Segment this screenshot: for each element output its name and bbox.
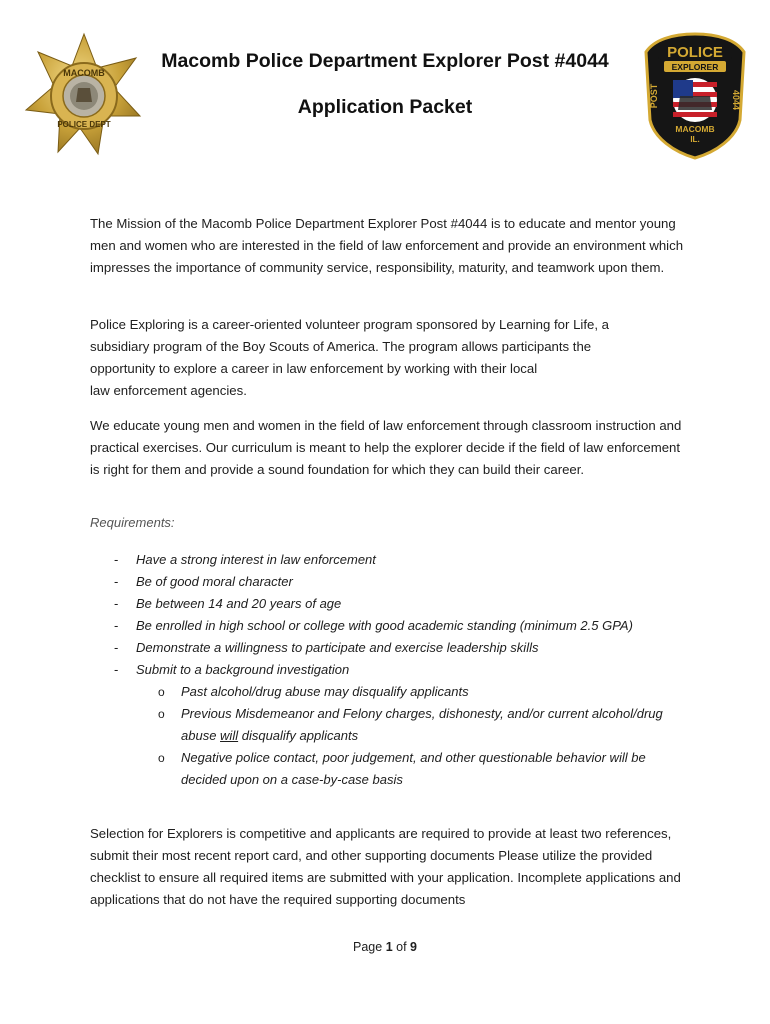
sub-item-text: disqualify applicants [238,728,359,743]
exploring-paragraph [90,314,690,402]
page-current: 1 [385,940,393,954]
sub-item-text: Previous Misdemeanor and Felony charges, dishonesty, and/or current alcohol/drug abuse [181,706,663,743]
list-item-text: Submit to a background investigation [136,662,350,677]
list-dash: - [114,618,119,633]
exploring-line: law enforcement agencies. [90,383,247,398]
education-paragraph: We educate young men and women in the field of law enforcement through classroom instruction and practical exercises. Our curriculum is meant to help the explorer decide if the field of law enforcement is right for them and provide a sound foundation for which they can build their career. [90,418,682,477]
explorer-post-patch-icon [640,30,750,162]
list-item-text: Demonstrate a willingness to participate and exercise leadership skills [136,640,539,655]
page-word: Page [353,940,383,954]
mission-paragraph: The Mission of the Macomb Police Department Explorer Post #4044 is to educate and mentor young men and women who are interested in the field of law enforcement and provide an environment which impresses the importance of community service, responsibility, maturity, and teamwork upon them. [90,216,684,275]
list-item-text: Be between 14 and 20 years of age [136,596,342,611]
document-title: Macomb Police Department Explorer Post #4044 [161,50,609,72]
list-item-text: Be of good moral character [136,574,293,589]
sub-bullet: o [158,707,165,721]
emphasis-text: will [220,728,239,743]
list-item [90,549,690,571]
police-star-badge-icon [24,30,144,160]
sub-bullet: o [158,685,165,699]
patch-number-word: 4044 [731,89,741,111]
exploring-line: opportunity to explore a career in law enforcement by working with their local [90,361,538,376]
patch-post-word: POST [649,83,659,109]
list-item [90,593,690,615]
patch-explorer-word: EXPLORER [671,62,719,72]
document-subtitle: Application Packet [297,96,473,118]
list-item-text: Be enrolled in high school or college with good academic standing (minimum 2.5 GPA) [136,618,633,633]
list-dash: - [114,640,119,655]
background-sublist [136,681,690,791]
patch-city-word: MACOMB [675,124,715,134]
sub-item-text: Negative police contact, poor judgement, and other questionable behavior will be decided upon on a case-by-case basis [181,750,646,787]
list-dash: - [114,662,119,677]
list-item-text: Have a strong interest in law enforcement [136,552,376,567]
patch-police-word: POLICE [667,44,723,61]
list-dash: - [114,574,119,589]
page-total: 9 [410,940,417,954]
sub-item-text: Past alcohol/drug abuse may disqualify applicants [181,684,469,699]
list-item [90,571,690,593]
list-item [90,659,690,791]
requirements-heading: Requirements: [90,515,175,530]
exploring-line: Police Exploring is a career-oriented volunteer program sponsored by Learning for Life, a [90,317,609,332]
of-word: of [396,940,407,954]
sub-list-item [136,747,690,791]
page-number [0,940,770,954]
sub-list-item [136,681,690,703]
requirements-list [90,549,690,791]
sub-list-item [136,703,690,747]
list-item [90,637,690,659]
selection-paragraph: Selection for Explorers is competitive and applicants are required to provide at least two references, submit their most recent report card, and other supporting documents Please utilize the provided checklist to ensure all required items are submitted with your application. Incomplete applications and applications that do not have the required supporting documents [90,826,681,907]
sub-bullet: o [158,751,165,765]
exploring-line: subsidiary program of the Boy Scouts of America. The program allows participants the [90,339,592,354]
list-dash: - [114,596,119,611]
list-dash: - [114,552,119,567]
badge-text-top: MACOMB [63,68,105,78]
patch-state-word: IL. [690,135,700,144]
badge-text-bottom: POLICE DEPT [57,120,111,129]
list-item [90,615,690,637]
